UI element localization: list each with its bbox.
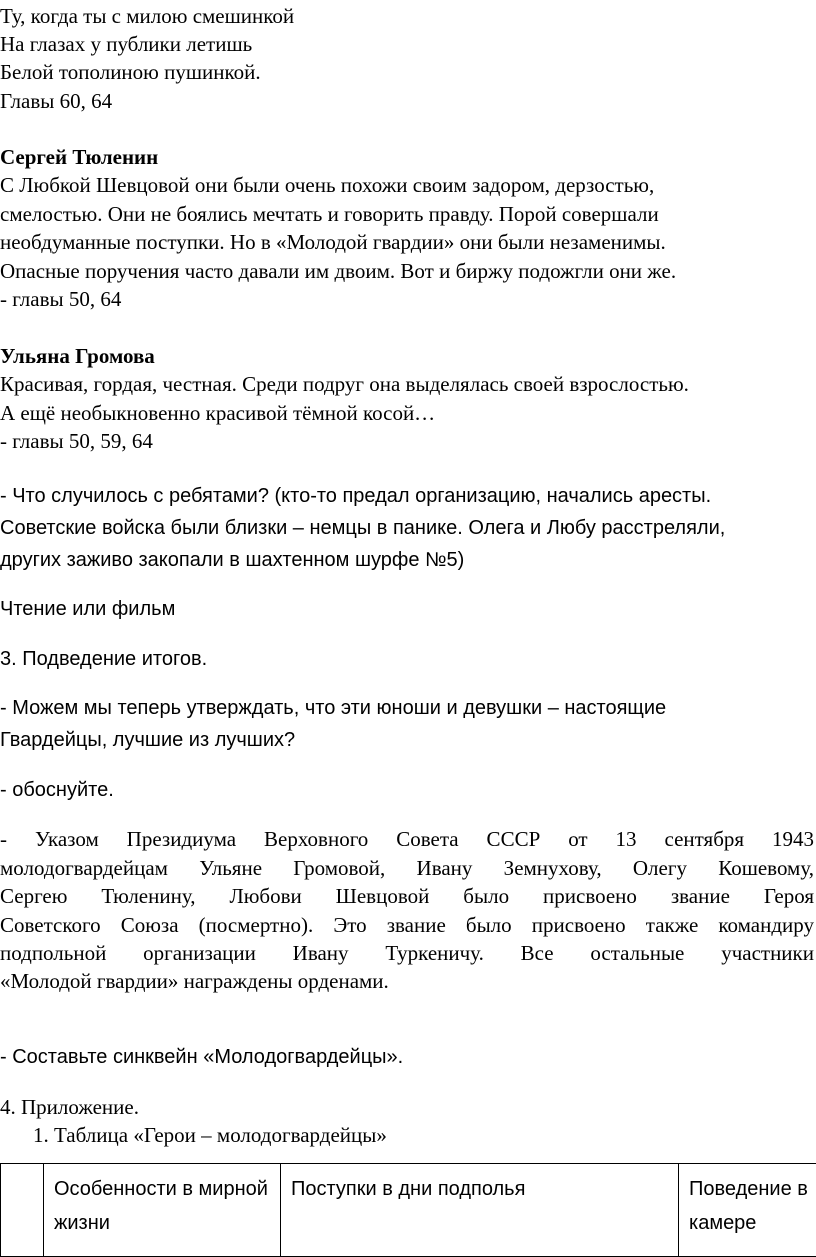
ulyana-line-2: А ещё необыкновенно красивой тёмной косой…	[0, 399, 435, 428]
decree-line-2: молодогвардейцам Ульяне Громовой, Ивану Земнухову, Олегу Кошевому,	[0, 854, 814, 883]
table-header-cell-underground-deeds: Поступки в дни подполья	[281, 1164, 679, 1257]
table-header-cell-cell-behavior: Поведение в камере	[679, 1164, 816, 1257]
reading-line: Чтение или фильм	[0, 595, 175, 624]
table-header-cell-number	[1, 1164, 44, 1257]
decree-line-4: Советского Союза (посмертно). Это звание было присвоено также командиру	[0, 911, 814, 940]
sergey-chapters: - главы 50, 64	[0, 285, 121, 314]
question1-line-2: Советские войска были близки – немцы в панике. Олега и Любу расстреляли,	[0, 514, 725, 543]
question2-line-1: - Можем мы теперь утверждать, что эти юноши и девушки – настоящие	[0, 694, 666, 723]
decree-line-1: - Указом Президиума Верховного Совета СССР от 13 сентября 1943	[0, 825, 814, 854]
decree-line-6: «Молодой гвардии» награждены орденами.	[0, 967, 389, 996]
poem-chapters: Главы 60, 64	[0, 87, 112, 116]
sergey-line-4: Опасные поручения часто давали им двоим. Вот и биржу подожгли они же.	[0, 257, 676, 286]
ulyana-chapters: - главы 50, 59, 64	[0, 427, 153, 456]
question2-line-2: Гвардейцы, лучшие из лучших?	[0, 726, 295, 755]
sergey-line-2: смелостью. Они не боялись мечтать и говорить правду. Порой совершали	[0, 200, 659, 229]
ulyana-heading: Ульяна Громова	[0, 342, 155, 371]
ulyana-line-1: Красивая, гордая, честная. Среди подруг она выделялась своей взрослостью.	[0, 370, 689, 399]
sergey-line-3: необдуманные поступки. Но в «Молодой гвардии» они были незаменимы.	[0, 228, 666, 257]
table-header-cell-peaceful-life: Особенности в мирной жизни	[44, 1164, 281, 1257]
sergey-line-1: С Любкой Шевцовой они были очень похожи своим задором, дерзостью,	[0, 171, 654, 200]
decree-line-5: подпольной организации Ивану Туркеничу. Все остальные участники	[0, 939, 814, 968]
poem-line-3: Белой тополиною пушинкой.	[0, 58, 261, 87]
question1-line-3: других заживо закопали в шахтенном шурфе №5)	[0, 546, 464, 575]
sergey-heading: Сергей Тюленин	[0, 143, 158, 172]
appendix-list-item: 1. Таблица «Герои – молодогвардейцы»	[33, 1121, 387, 1150]
decree-line-3: Сергею Тюленину, Любови Шевцовой было присвоено звание Героя	[0, 882, 814, 911]
justify-prompt: - обоснуйте.	[0, 776, 114, 805]
table-header-row	[1, 1164, 816, 1257]
syncwine-task: - Составьте синквейн «Молодогвардейцы».	[0, 1043, 403, 1072]
question1-line-1: - Что случилось с ребятами? (кто-то предал организацию, начались аресты.	[0, 482, 711, 511]
poem-line-2: На глазах у публики летишь	[0, 30, 252, 59]
heroes-table	[0, 1163, 816, 1257]
appendix-heading: 4. Приложение.	[0, 1093, 139, 1122]
poem-line-1: Ту, когда ты с милою смешинкой	[0, 2, 294, 31]
summary-heading: 3. Подведение итогов.	[0, 645, 207, 674]
